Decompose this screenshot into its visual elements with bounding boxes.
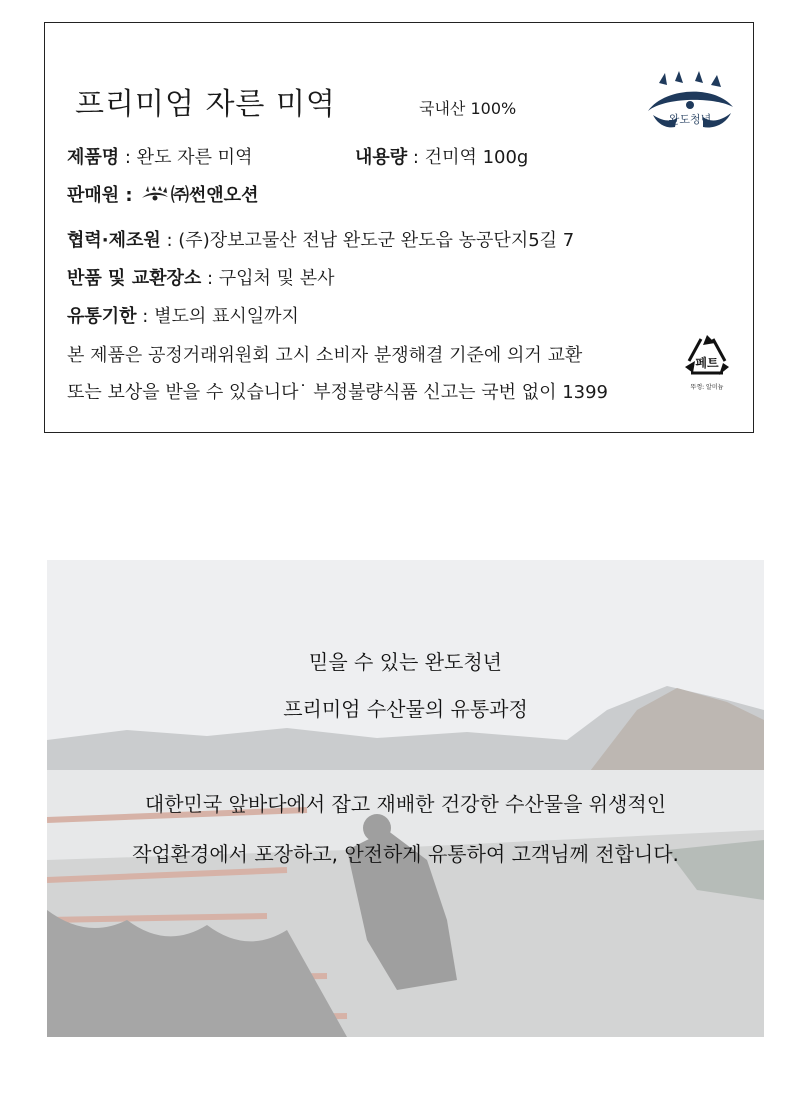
notice-line-1: 본 제품은 공정거래위원회 고시 소비자 분쟁해결 기준에 의거 교환 bbox=[67, 345, 583, 366]
product-label-box bbox=[44, 22, 754, 433]
notice-line-2: 또는 보상을 받을 수 있습니다˙ 부정불량식품 신고는 국번 없이 1399 bbox=[67, 382, 609, 403]
recycle-mark-text: 페트 bbox=[695, 356, 719, 370]
product-title: 프리미엄 자른 미역 bbox=[75, 87, 336, 122]
recycle-pet-icon bbox=[679, 331, 735, 403]
product-name-row: 제품명 : 완도 자른 미역 bbox=[67, 147, 253, 168]
wando-youth-logo bbox=[645, 71, 735, 143]
expiry-row: 유통기한 : 별도의 표시일까지 bbox=[67, 306, 299, 327]
seller-row: 판매원 : ㈜썬앤오션 bbox=[67, 185, 259, 206]
recycle-sub-text: 뚜껑: 알미늄 bbox=[690, 384, 724, 391]
photo-caption-line-1: 믿을 수 있는 완도청년 bbox=[309, 650, 502, 674]
logo-text: 완도청년 bbox=[668, 113, 712, 126]
photo-caption-line-2: 프리미엄 수산물의 유통과정 bbox=[283, 697, 528, 721]
return-place-row: 반품 및 교환장소 : 구입처 및 본사 bbox=[67, 268, 335, 289]
content-row: 내용량 : 건미역 100g bbox=[355, 147, 529, 168]
photo-caption-line-3: 대한민국 앞바다에서 잡고 재배한 건강한 수산물을 위생적인 bbox=[144, 792, 667, 816]
seller-name: ㈜썬앤오션 bbox=[170, 185, 259, 206]
origin-text: 국내산 100% bbox=[419, 99, 517, 118]
manufacturer-row: 협력·제조원 : (주)장보고물산 전남 완도군 완도읍 농공단지5길 7 bbox=[67, 230, 575, 251]
photo-caption-line-4: 작업환경에서 포장하고, 안전하게 유통하여 고객님께 전합니다. bbox=[132, 842, 679, 866]
harbor-photo-section bbox=[47, 560, 764, 1037]
seller-logo-icon bbox=[141, 186, 169, 204]
